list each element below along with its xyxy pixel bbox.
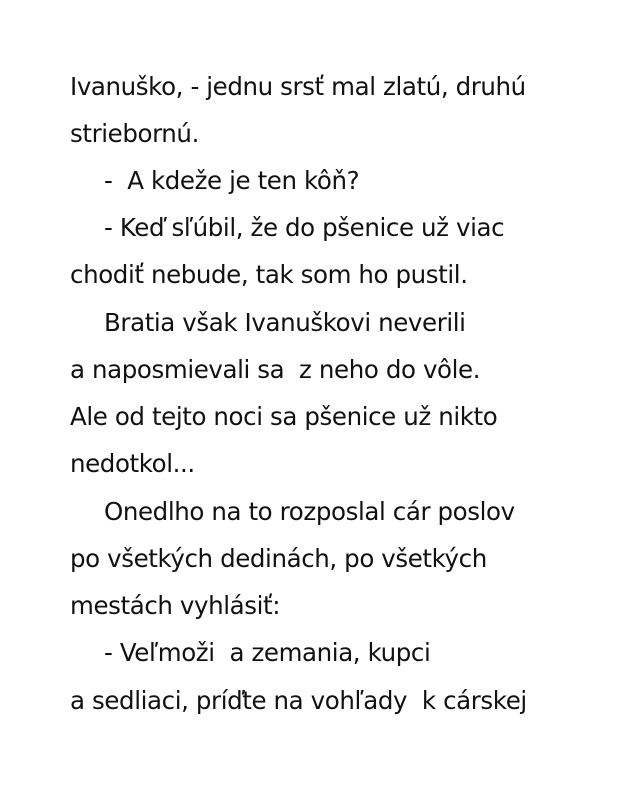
text-line: striebornú. (70, 119, 199, 148)
dialogue-line: - Veľmoži a zemania, kupci (104, 638, 431, 667)
text-line: Ivanuško, - jednu srsť mal zlatú, druhú (70, 72, 526, 101)
text-line: mestách vyhlásiť: (70, 591, 281, 620)
dialogue-line: - Keď sľúbil, že do pšenice už viac (104, 213, 505, 242)
paragraph-start-line: Bratia však Ivanuškovi neverili (104, 308, 466, 337)
paragraph-start-line: Onedlho na to rozposlal cár poslov (104, 497, 515, 526)
text-line: nedotkol... (70, 449, 195, 478)
text-line: a sedliaci, príďte na vohľady k cárskej (70, 686, 527, 715)
text-line: a naposmievali sa z neho do vôle. (70, 355, 481, 384)
text-line: po všetkých dedinách, po všetkých (70, 544, 487, 573)
dialogue-line: - A kdeže je ten kôň? (104, 166, 360, 195)
text-line: Ale od tejto noci sa pšenice už nikto (70, 402, 498, 431)
text-line: chodiť nebude, tak som ho pustil. (70, 260, 468, 289)
